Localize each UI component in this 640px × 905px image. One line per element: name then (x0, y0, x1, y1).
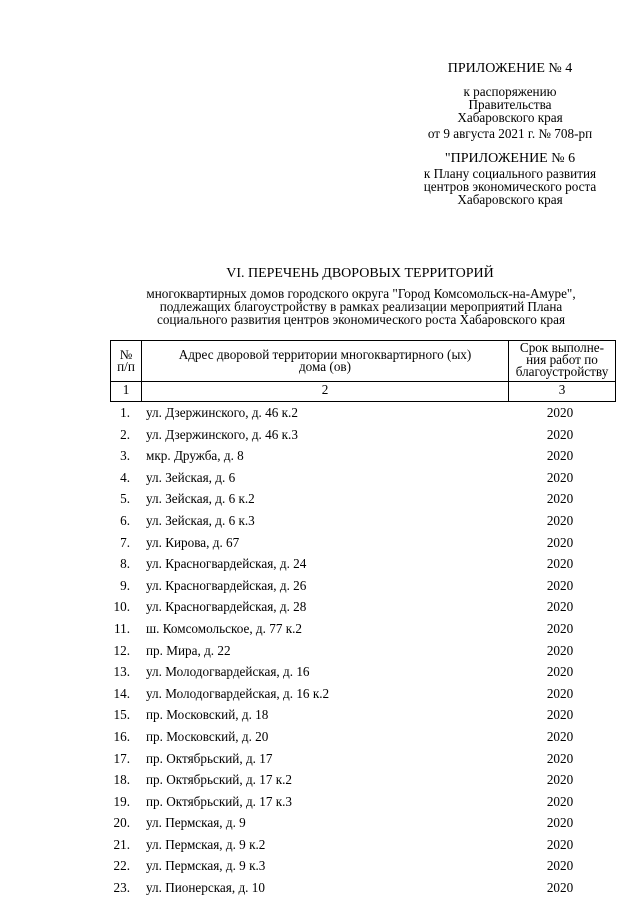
row-number: 14. (113, 685, 130, 701)
table-row (0, 532, 640, 554)
table-row (0, 553, 640, 575)
row-number: 20. (113, 815, 130, 831)
document-subtitle-line: подлежащих благоустройству в рамках реализации мероприятий Плана (159, 299, 563, 314)
row-address: пр. Октябрьский, д. 17 (146, 750, 273, 766)
row-year: 2020 (546, 793, 574, 809)
document-subtitle-line: многоквартирных домов городского округа "Город Комсомольск-на-Амуре", (146, 286, 576, 301)
row-number: 12. (113, 642, 130, 658)
row-year: 2020 (546, 405, 574, 420)
row-year: 2020 (546, 448, 574, 464)
table-row (0, 424, 640, 446)
row-address: ул. Молодогвардейская, д. 16 к.2 (146, 685, 330, 701)
table-body (0, 402, 640, 899)
row-address: ул. Зейская, д. 6 к.2 (146, 491, 255, 507)
row-year: 2020 (546, 750, 574, 766)
row-number: 5. (120, 491, 130, 507)
row-year: 2020 (546, 858, 574, 874)
table-row (0, 834, 640, 856)
row-number: 18. (113, 772, 130, 788)
row-year: 2020 (546, 815, 574, 831)
table-row (0, 726, 640, 748)
annex6-line: к Плану социального развития (423, 166, 597, 181)
row-address: мкр. Дружба, д. 8 (146, 448, 244, 464)
annex6-title: "ПРИЛОЖЕНИЕ № 6 (444, 151, 576, 166)
row-address: ул. Пионерская, д. 10 (146, 880, 265, 896)
row-address: пр. Октябрьский, д. 17 к.3 (146, 793, 293, 809)
table-row (0, 445, 640, 467)
row-year: 2020 (546, 707, 574, 723)
document-subtitle-line: социального развития центров экономического роста Хабаровского края (156, 312, 566, 327)
row-number: 3. (120, 448, 130, 464)
document-title: VI. ПЕРЕЧЕНЬ ДВОРОВЫХ ТЕРРИТОРИЙ (226, 266, 494, 281)
row-number: 21. (113, 836, 130, 852)
row-year: 2020 (546, 599, 574, 615)
table-row (0, 488, 640, 510)
table-row (0, 510, 640, 532)
row-year: 2020 (546, 772, 574, 788)
row-year: 2020 (546, 426, 574, 442)
row-address: пр. Московский, д. 20 (146, 728, 269, 744)
row-year: 2020 (546, 534, 574, 550)
table-row (0, 575, 640, 597)
row-address: ш. Комсомольское, д. 77 к.2 (146, 620, 303, 636)
row-year: 2020 (546, 728, 574, 744)
row-number: 22. (113, 858, 130, 874)
header-number: № п/п (117, 347, 135, 374)
row-year: 2020 (546, 685, 574, 701)
row-address: ул. Кирова, д. 67 (146, 534, 240, 550)
table-row (0, 791, 640, 813)
row-number: 2. (120, 426, 130, 442)
table-row (0, 748, 640, 770)
index-1: 1 (122, 382, 130, 397)
index-3: 3 (558, 382, 566, 397)
table-row (0, 618, 640, 640)
row-address: ул. Пермская, д. 9 (146, 815, 246, 831)
row-number: 4. (120, 469, 130, 485)
row-number: 7. (120, 534, 130, 550)
row-year: 2020 (546, 620, 574, 636)
index-2: 2 (321, 382, 329, 397)
annex4-line: Правительства (468, 97, 552, 112)
row-number: 8. (120, 556, 130, 572)
row-address: ул. Зейская, д. 6 (146, 469, 236, 485)
row-address: ул. Пермская, д. 9 к.3 (146, 858, 266, 874)
row-number: 17. (113, 750, 130, 766)
row-number: 6. (120, 512, 130, 528)
row-address: пр. Мира, д. 22 (146, 642, 231, 658)
row-address: ул. Дзержинского, д. 46 к.3 (146, 426, 298, 442)
table-header (110, 340, 616, 402)
row-year: 2020 (546, 512, 574, 528)
row-address: ул. Красногвардейская, д. 28 (146, 599, 307, 615)
row-address: ул. Красногвардейская, д. 24 (146, 556, 307, 572)
row-address: пр. Октябрьский, д. 17 к.2 (146, 772, 293, 788)
table-row (0, 704, 640, 726)
row-year: 2020 (546, 642, 574, 658)
annex6-line: Хабаровского края (457, 192, 563, 207)
row-year: 2020 (546, 577, 574, 593)
row-address: ул. Зейская, д. 6 к.3 (146, 512, 255, 528)
row-number: 9. (120, 577, 130, 593)
row-number: 15. (113, 707, 130, 723)
table-row (0, 877, 640, 899)
row-year: 2020 (546, 491, 574, 507)
row-number: 1. (120, 405, 130, 420)
table-row (0, 769, 640, 791)
row-number: 16. (113, 728, 130, 744)
table-row (0, 640, 640, 662)
table-row (0, 661, 640, 683)
header-address: Адрес дворовой территории многоквартирного (ых) дома (ов) (178, 347, 472, 374)
table-row (0, 467, 640, 489)
row-number: 10. (113, 599, 130, 615)
row-divider (111, 381, 615, 382)
row-address: ул. Молодогвардейская, д. 16 (146, 664, 310, 680)
table-row (0, 683, 640, 705)
row-number: 13. (113, 664, 130, 680)
row-year: 2020 (546, 664, 574, 680)
row-year: 2020 (546, 880, 574, 896)
header-deadline: Срок выполне- ния работ по благоустройству (515, 340, 609, 379)
annex6-line: центров экономического роста (423, 179, 597, 194)
row-year: 2020 (546, 836, 574, 852)
row-year: 2020 (546, 556, 574, 572)
row-address: ул. Дзержинского, д. 46 к.2 (146, 405, 298, 420)
row-number: 19. (113, 793, 130, 809)
annex4-line: Хабаровского края (457, 110, 563, 125)
row-address: ул. Красногвардейская, д. 26 (146, 577, 307, 593)
row-address: пр. Московский, д. 18 (146, 707, 269, 723)
table-row (0, 812, 640, 834)
annex4-line: к распоряжению (463, 84, 557, 99)
row-year: 2020 (546, 469, 574, 485)
table-row (0, 596, 640, 618)
table-row (0, 402, 640, 424)
row-address: ул. Пермская, д. 9 к.2 (146, 836, 266, 852)
annex4-title: ПРИЛОЖЕНИЕ № 4 (447, 61, 573, 76)
row-number: 23. (113, 880, 130, 896)
row-number: 11. (114, 620, 130, 636)
table-row (0, 855, 640, 877)
annex4-date: от 9 августа 2021 г. № 708-рп (427, 126, 593, 141)
